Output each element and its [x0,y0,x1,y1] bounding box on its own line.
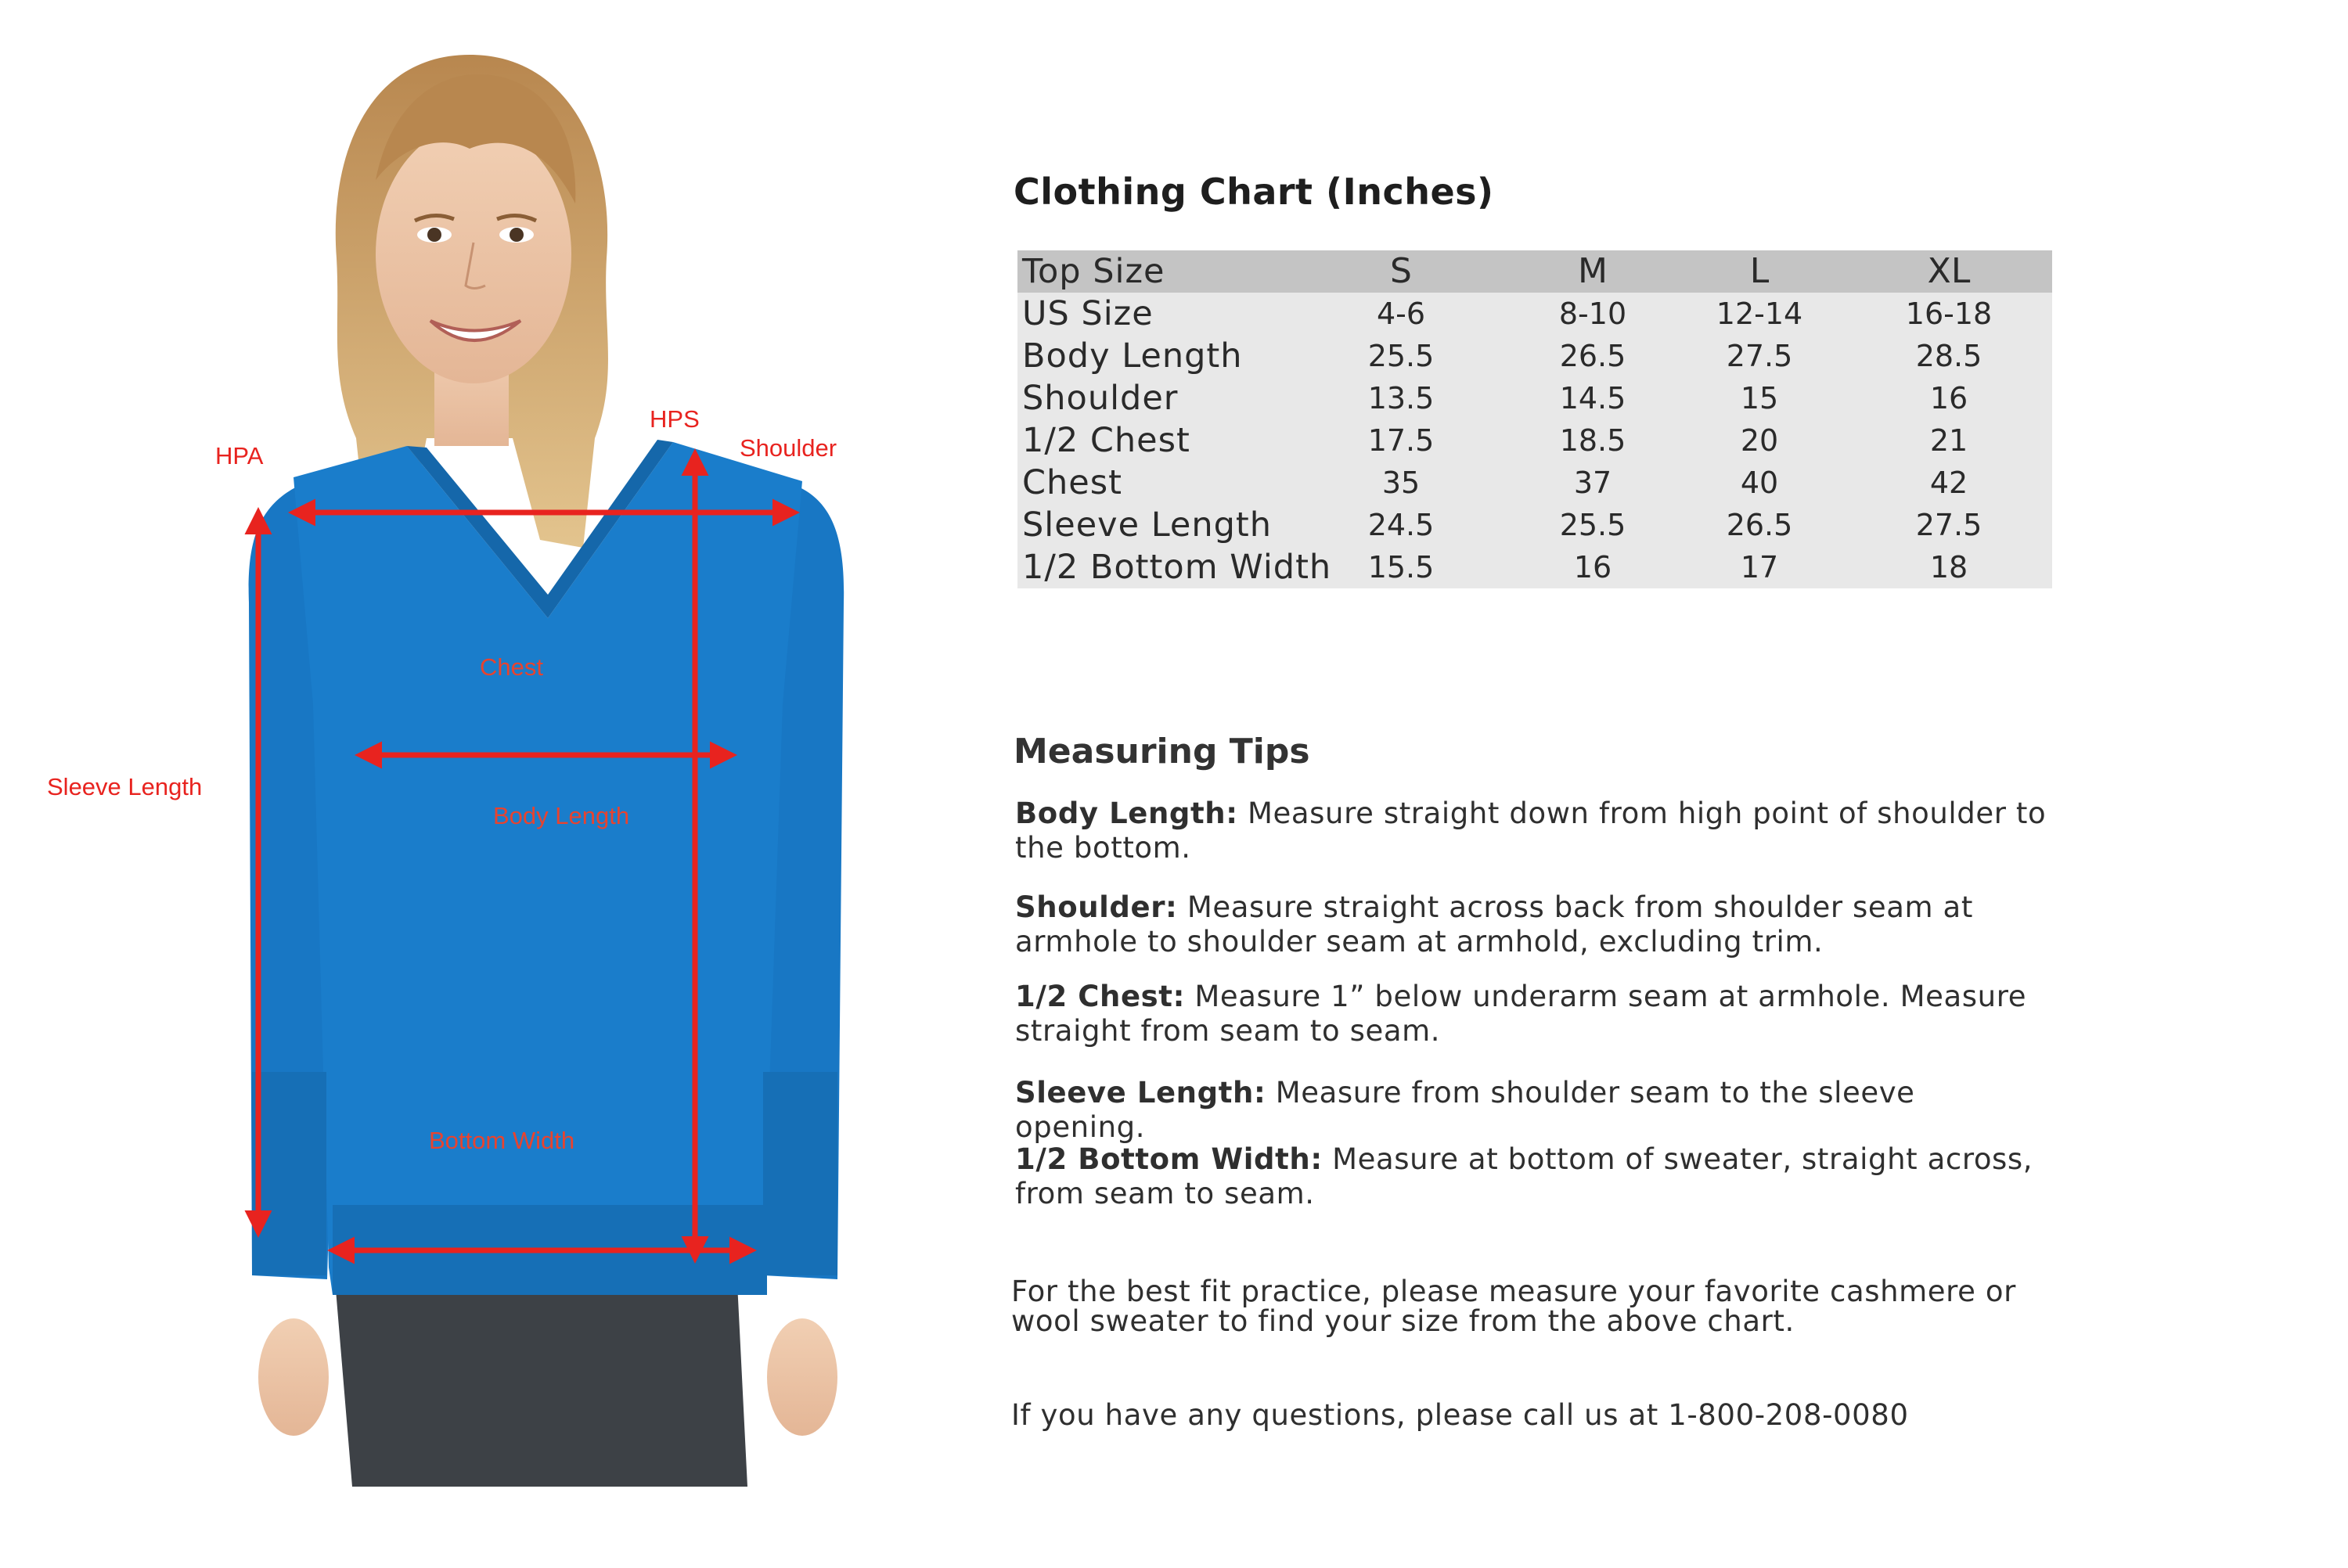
table-cell: 13.5 [1367,381,1435,415]
header-size-xl: XL [1927,251,1971,291]
table-row [1017,293,2052,335]
tip-half-chest [1015,980,2048,1048]
table-cell: 25.5 [1559,508,1626,542]
tip-text: Measure from shoulder seam to the sleeve opening. [1015,1076,1915,1144]
table-row [1017,462,2052,504]
tip-label: Shoulder: [1015,890,1178,924]
sweater-body [294,442,802,1295]
table-cell: 42 [1929,466,1968,500]
table-cell: 35 [1381,466,1421,500]
table-cell: 17 [1740,550,1779,584]
fit-note: For the best fit practice, please measure your favorite cashmere or wool sweater to find your size from the above chart. [1011,1275,2016,1338]
tip-label: 1/2 Chest: [1015,980,1185,1013]
header-size-l: L [1749,251,1770,291]
tip-shoulder [1015,890,2048,959]
label-sleeve-length: Sleeve Length [47,773,203,800]
tip-sleeve-length [1015,1076,2048,1145]
table-cell: 28.5 [1915,339,1982,373]
table-cell: 16 [1929,381,1968,415]
table-row [1017,377,2052,419]
label-hps: HPS [650,405,700,433]
table-cell: 25.5 [1367,339,1435,373]
table-cell: 15.5 [1367,550,1435,584]
table-cell: 24.5 [1367,508,1435,542]
row-label: 1/2 Chest [1022,421,1190,460]
label-body-length: Body Length [493,802,630,829]
table-row [1017,546,2052,588]
table-cell: 27.5 [1915,508,1982,542]
table-cell: 4-6 [1376,297,1426,331]
table-cell: 12-14 [1716,297,1803,331]
tip-body-length [1015,797,2048,865]
tip-text: Measure straight down from high point of shoulder to the bottom. [1015,797,2047,865]
header-size-s: S [1390,251,1412,291]
tip-text: Measure 1” below underarm seam at armhole. Measure straight from seam to seam. [1015,980,2027,1048]
row-label: 1/2 Bottom Width [1022,548,1332,587]
table-cell: 20 [1740,423,1779,458]
table-row [1017,419,2052,462]
tip-half-bottom-width [1015,1142,2048,1211]
measuring-tips-title: Measuring Tips [1014,732,1310,771]
table-cell: 17.5 [1367,423,1435,458]
size-chart-table [1017,250,2052,588]
label-shoulder: Shoulder [740,434,837,462]
table-cell: 26.5 [1726,508,1793,542]
label-chest: Chest [480,653,543,681]
table-cell: 16 [1573,550,1612,584]
table-cell: 40 [1740,466,1779,500]
tip-label: Body Length: [1015,797,1238,830]
table-cell: 14.5 [1559,381,1626,415]
table-cell: 16-18 [1905,297,1993,331]
contact-note: If you have any questions, please call us at 1-800-208-0080 [1011,1398,1909,1432]
row-label: Body Length [1022,336,1243,376]
label-bottom-width: Bottom Width [429,1127,575,1154]
tip-label: 1/2 Bottom Width: [1015,1142,1323,1176]
table-row [1017,504,2052,546]
row-label: Sleeve Length [1022,505,1273,545]
table-cell: 15 [1740,381,1779,415]
table-cell: 26.5 [1559,339,1626,373]
tip-text: Measure at bottom of sweater, straight across, from seam to seam. [1015,1142,2033,1210]
table-cell: 18.5 [1559,423,1626,458]
tip-label: Sleeve Length: [1015,1076,1266,1109]
table-header-row [1017,250,2052,293]
table-cell: 37 [1573,466,1612,500]
header-size-m: M [1578,251,1608,291]
header-label: Top Size [1022,252,1165,291]
table-cell: 27.5 [1726,339,1793,373]
table-cell: 8-10 [1558,297,1627,331]
table-cell: 18 [1929,550,1968,584]
tip-text: Measure straight across back from shoulder seam at armhole to shoulder seam at armhold, excluding trim. [1015,890,1973,958]
chart-title: Clothing Chart (Inches) [1014,171,1494,213]
table-cell: 21 [1929,423,1968,458]
row-label: US Size [1022,294,1154,333]
sweater-measurement-figure [0,0,939,1565]
face [376,125,571,383]
row-label: Shoulder [1022,379,1179,418]
row-label: Chest [1022,463,1122,502]
table-row [1017,335,2052,377]
label-hpa: HPA [215,442,264,469]
